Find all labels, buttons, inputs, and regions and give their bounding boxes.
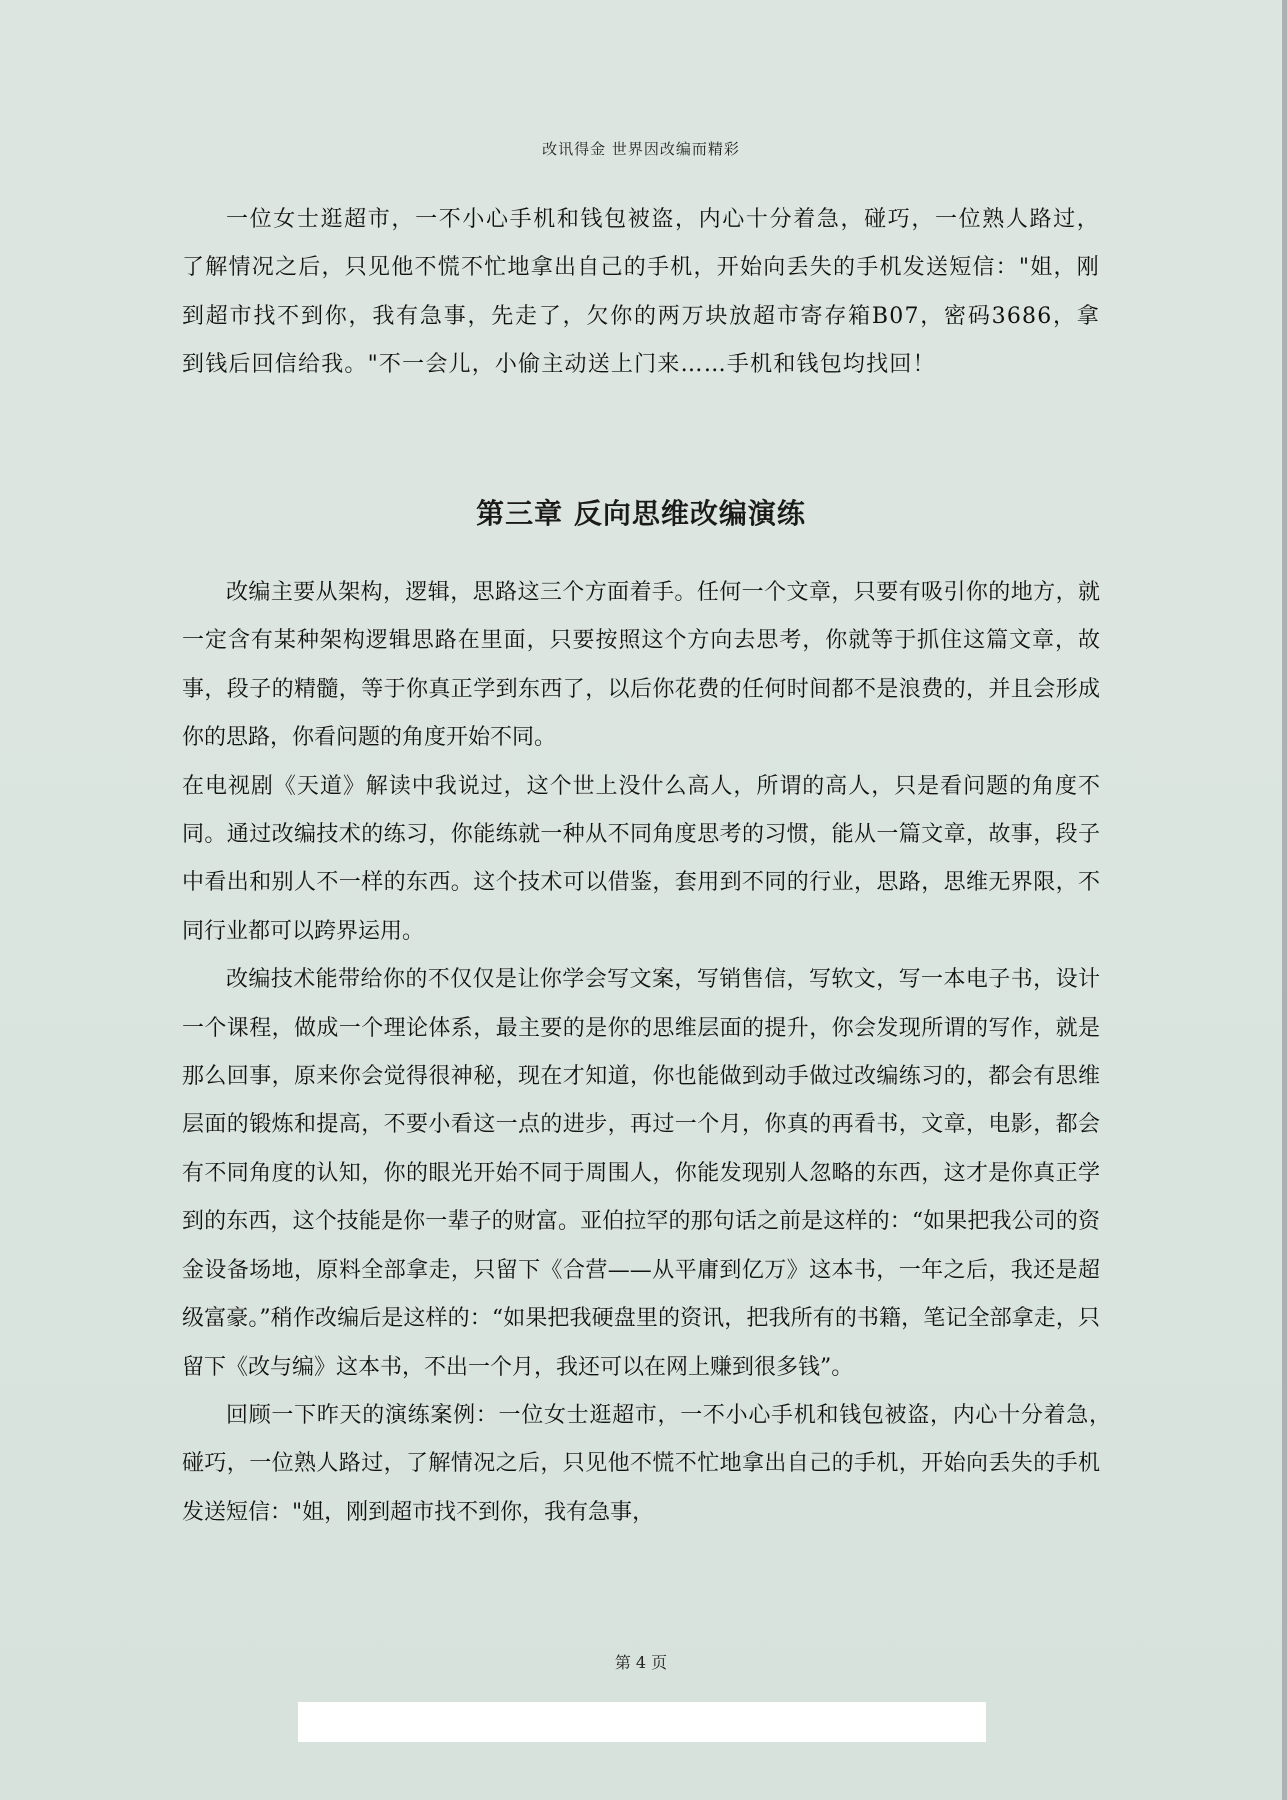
page-edge bbox=[1282, 0, 1287, 1800]
chapter-title: 第三章 反向思维改编演练 bbox=[476, 497, 806, 530]
paragraph: 在电视剧《天道》解读中我说过，这个世上没什么高人，所谓的高人，只是看问题的角度不同。通过改编技术的练习，你能练就一种从不同角度思考的习惯，能从一篇文章，故事，段子中看出和别人不一样的东西。这个技术可以借鉴，套用到不同的行业，思路，思维无界限，不同行业都可以跨界运用。 bbox=[182, 773, 1100, 944]
paragraph: 回顾一下昨天的演练案例：一位女士逛超市，一不小心手机和钱包被盗，内心十分着急， 碰巧，一位熟人路过，了解情况之后，只见他不慌不忙地拿出自己的手机，开始向丢失的手机发送短信："姐，刚到超市找不到你，我有急事， bbox=[182, 1402, 1123, 1525]
redaction-box bbox=[298, 1702, 986, 1742]
page-number: 第 4 页 bbox=[614, 1653, 668, 1672]
intro-paragraph: 一位女士逛超市，一不小心手机和钱包被盗，内心十分着急，碰巧，一位熟人路过，了解情况之后，只见他不慌不忙地拿出自己的手机，开始向丢失的手机发送短信："姐，刚到超市找不到你，我有急事，先走了，欠你的两万块放超市寄存箱B07，密码3686，拿到钱后回信给我。"不一会儿，小偷主动送上门来……手机和钱包均找回！ bbox=[182, 207, 1100, 378]
running-header: 改讯得金 世界因改编而精彩 bbox=[542, 140, 740, 158]
paragraph: 改编技术能带给你的不仅仅是让你学会写文案，写销售信，写软文，写一本电子书，设计一个课程，做成一个理论体系，最主要的是你的思维层面的提升，你会发现所谓的写作，就是那么回事，原来你会觉得很神秘，现在才知道，你也能做到动手做过改编练习的，都会有思维层面的锻炼和提高，不要小看这一点的进步，再过一个月，你真的再看书，文章，电影，都会有不同角度的认知，你的眼光开始不同于周围人，你能发现别人忽略的东西，这才是你真正学到的东西，这个技能是你一辈子的财富。亚伯拉罕的那句话之前是这样的：“如果把我公司的资金设备场地，原料全部拿走，只留下《合营——从平庸到亿万》这本书，一年之后，我还是超级富豪。”稍作改编后是这样的：“如果把我硬盘里的资讯，把我所有的书籍，笔记全部拿走，只留下《改与编》这本书，不出一个月，我还可以在网上赚到很多钱”。 bbox=[182, 967, 1100, 1380]
paragraph: 改编主要从架构，逻辑，思路这三个方面着手。任何一个文章，只要有吸引你的地方，就一定含有某种架构逻辑思路在里面，只要按照这个方向去思考，你就等于抓住这篇文章，故事，段子的精髓，等于你真正学到东西了，以后你花费的任何时间都不是浪费的，并且会形成你的思路，你看问题的角度开始不同。 bbox=[182, 580, 1100, 751]
chapter-body bbox=[182, 569, 1123, 1537]
intro-block bbox=[182, 196, 1100, 390]
